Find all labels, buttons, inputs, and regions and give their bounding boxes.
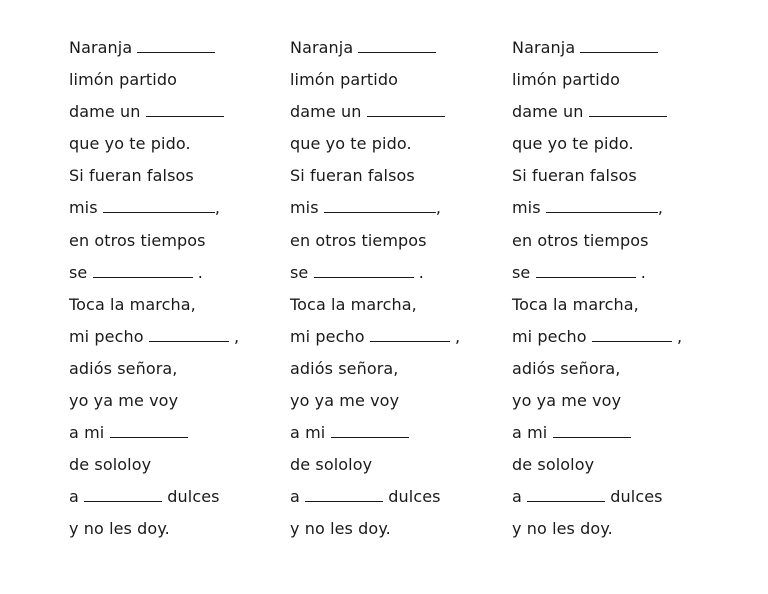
lyric-text: que yo te pido.: [69, 134, 191, 154]
lyric-text: Toca la marcha,: [290, 294, 417, 314]
lyric-line: [69, 387, 279, 419]
lyric-text: Naranja: [512, 38, 576, 57]
lyric-text: adiós señora,: [69, 358, 178, 378]
lyric-line: [512, 355, 722, 387]
fill-in-blank[interactable]: [137, 51, 215, 53]
lyric-text: mis: [512, 198, 541, 218]
lyric-line: [512, 483, 722, 515]
lyric-line: [512, 194, 722, 226]
lyric-text: adiós señora,: [512, 358, 621, 378]
lyric-text: a mi: [290, 423, 326, 443]
lyric-line: [512, 66, 722, 98]
lyric-line: [69, 451, 279, 483]
lyric-line: [290, 515, 500, 547]
lyric-line: [512, 291, 722, 323]
lyric-text: en otros tiempos: [290, 230, 427, 250]
lyric-line: [69, 355, 279, 387]
punctuation: ,: [435, 198, 442, 218]
lyric-line: [512, 162, 722, 194]
lyric-text: yo ya me voy: [512, 391, 622, 411]
lyric-text: limón partido: [512, 70, 620, 90]
fill-in-blank[interactable]: [149, 340, 229, 342]
lyric-text: adiós señora,: [290, 358, 399, 378]
fill-in-blank[interactable]: [146, 115, 224, 117]
fill-in-blank[interactable]: [536, 276, 636, 278]
lyric-line: [69, 34, 279, 66]
fill-in-blank[interactable]: [546, 211, 658, 213]
lyric-line: [512, 34, 722, 66]
lyrics-column-1: [69, 34, 279, 548]
lyric-text: a: [69, 487, 79, 507]
lyric-line: [69, 130, 279, 162]
lyric-line: [512, 130, 722, 162]
lyric-line: [290, 66, 500, 98]
lyric-line: [512, 419, 722, 451]
punctuation: ,: [455, 326, 461, 346]
lyric-line: [290, 483, 500, 515]
lyric-text: limón partido: [290, 70, 398, 90]
lyric-text: y no les doy.: [69, 519, 170, 539]
punctuation: ,: [214, 198, 221, 218]
lyric-text: mis: [69, 198, 98, 218]
punctuation: .: [197, 262, 203, 282]
punctuation: ,: [657, 198, 664, 218]
lyric-line: [512, 259, 722, 291]
lyric-line: [512, 323, 722, 355]
lyric-line: [290, 98, 500, 130]
lyric-text: Naranja: [69, 38, 133, 57]
lyric-text: de sololoy: [512, 455, 595, 475]
lyric-line: [290, 194, 500, 226]
lyric-text: Toca la marcha,: [69, 294, 196, 314]
lyric-line: [69, 483, 279, 515]
fill-in-blank[interactable]: [305, 500, 383, 502]
lyric-line: [290, 34, 500, 66]
fill-in-blank[interactable]: [367, 115, 445, 117]
lyric-text: mi pecho: [512, 326, 587, 346]
fill-in-blank[interactable]: [110, 436, 188, 438]
lyric-text: Naranja: [290, 38, 354, 57]
fill-in-blank[interactable]: [331, 436, 409, 438]
lyric-line: [290, 291, 500, 323]
lyrics-column-3: [512, 34, 722, 548]
lyric-line: [290, 387, 500, 419]
lyric-line: [69, 419, 279, 451]
fill-in-blank[interactable]: [370, 340, 450, 342]
lyric-line: [69, 323, 279, 355]
lyric-text: dulces: [610, 487, 663, 507]
lyric-line: [290, 355, 500, 387]
lyric-line: [69, 194, 279, 226]
lyric-text: dame un: [512, 102, 584, 122]
lyric-text: Si fueran falsos: [290, 166, 415, 186]
lyric-text: en otros tiempos: [69, 230, 206, 250]
fill-in-blank[interactable]: [358, 51, 436, 53]
lyric-text: dulces: [388, 487, 441, 507]
lyrics-column-2: [290, 34, 500, 548]
fill-in-blank[interactable]: [553, 436, 631, 438]
lyric-text: mi pecho: [69, 326, 144, 346]
lyric-line: [69, 291, 279, 323]
lyric-text: mi pecho: [290, 326, 365, 346]
lyric-text: Si fueran falsos: [512, 166, 637, 186]
fill-in-blank[interactable]: [589, 115, 667, 117]
lyric-text: en otros tiempos: [512, 230, 649, 250]
fill-in-blank[interactable]: [93, 276, 193, 278]
lyric-text: que yo te pido.: [290, 134, 412, 154]
fill-in-blank[interactable]: [84, 500, 162, 502]
lyric-text: yo ya me voy: [290, 391, 400, 411]
lyric-line: [512, 387, 722, 419]
lyric-line: [290, 227, 500, 259]
lyric-text: Toca la marcha,: [512, 294, 639, 314]
lyric-text: dame un: [290, 102, 362, 122]
lyric-line: [290, 162, 500, 194]
lyric-text: se: [69, 262, 88, 282]
fill-in-blank[interactable]: [314, 276, 414, 278]
lyric-text: de sololoy: [290, 455, 373, 475]
lyric-text: se: [290, 262, 309, 282]
lyric-line: [69, 259, 279, 291]
lyric-line: [69, 162, 279, 194]
punctuation: .: [640, 262, 646, 282]
lyric-line: [69, 98, 279, 130]
lyric-text: y no les doy.: [290, 519, 391, 539]
lyric-text: a mi: [69, 423, 105, 443]
punctuation: ,: [677, 326, 683, 346]
lyric-line: [69, 66, 279, 98]
lyric-line: [290, 323, 500, 355]
lyric-line: [512, 227, 722, 259]
lyric-line: [290, 259, 500, 291]
lyric-text: a: [290, 487, 300, 507]
lyric-text: dulces: [167, 487, 220, 507]
lyric-line: [290, 451, 500, 483]
lyric-line: [512, 515, 722, 547]
lyric-line: [512, 451, 722, 483]
lyric-text: dame un: [69, 102, 141, 122]
lyric-text: limón partido: [69, 70, 177, 90]
lyric-text: yo ya me voy: [69, 391, 179, 411]
lyric-line: [290, 419, 500, 451]
lyric-line: [512, 98, 722, 130]
lyric-text: Si fueran falsos: [69, 166, 194, 186]
lyric-text: a: [512, 487, 522, 507]
fill-in-blank[interactable]: [527, 500, 605, 502]
lyric-line: [69, 227, 279, 259]
lyric-text: de sololoy: [69, 455, 152, 475]
lyric-line: [290, 130, 500, 162]
punctuation: .: [418, 262, 424, 282]
lyric-text: que yo te pido.: [512, 134, 634, 154]
lyric-text: a mi: [512, 423, 548, 443]
fill-in-blank[interactable]: [580, 51, 658, 53]
lyric-text: y no les doy.: [512, 519, 613, 539]
lyric-text: mis: [290, 198, 319, 218]
lyric-line: [69, 515, 279, 547]
fill-in-blank[interactable]: [592, 340, 672, 342]
punctuation: ,: [234, 326, 240, 346]
fill-in-blank[interactable]: [103, 211, 215, 213]
lyric-text: se: [512, 262, 531, 282]
fill-in-blank[interactable]: [324, 211, 436, 213]
